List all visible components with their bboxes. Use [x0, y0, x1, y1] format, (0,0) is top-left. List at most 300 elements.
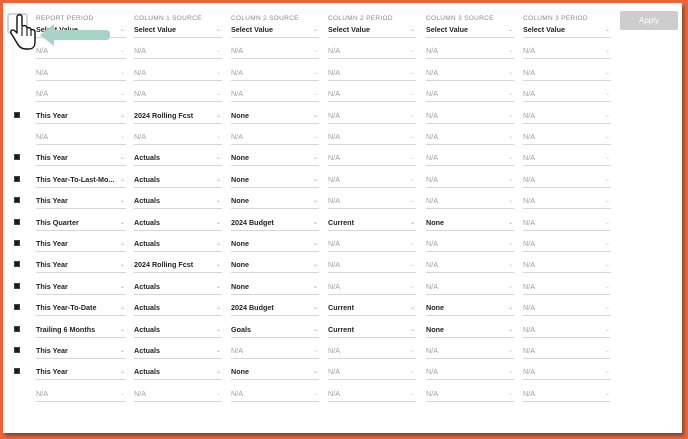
dropdown-value: Current	[328, 217, 354, 227]
dropdown-value: Select Value	[36, 25, 78, 34]
dropdown-value: N/A	[328, 367, 340, 377]
dropdown-value: N/A	[426, 174, 438, 184]
dropdown-select[interactable]	[523, 108, 611, 124]
chevron-down-icon: ⌄	[409, 111, 415, 119]
dropdown-value: N/A	[523, 89, 535, 99]
column-header: COLUMN 3 SOURCE	[426, 15, 494, 22]
dropdown-value: N/A	[523, 174, 535, 184]
column-header: COLUMN 2 PERIOD	[328, 15, 393, 22]
chevron-down-icon: ⌄	[604, 154, 610, 162]
dropdown-value: Actuals	[134, 217, 160, 227]
dropdown-value: N/A	[231, 346, 243, 355]
chevron-down-icon: ⌄	[409, 26, 415, 33]
chevron-down-icon: ⌄	[507, 240, 513, 247]
chevron-down-icon: ⌄	[507, 68, 513, 76]
chevron-down-icon: ⌄	[215, 68, 221, 76]
dropdown-select[interactable]	[231, 129, 319, 145]
dropdown-value: None	[231, 174, 249, 184]
dropdown-select[interactable]	[523, 86, 611, 102]
chevron-down-icon: ⌄	[409, 347, 415, 354]
dropdown-select[interactable]	[426, 300, 514, 316]
dropdown-select[interactable]	[328, 215, 416, 231]
dropdown-select[interactable]	[36, 236, 126, 252]
row-checkbox[interactable]	[14, 368, 20, 374]
dropdown-select[interactable]	[36, 65, 126, 81]
dropdown-select[interactable]	[328, 364, 416, 380]
chevron-down-icon: ⌄	[409, 368, 415, 376]
dropdown-value: None	[231, 260, 249, 270]
dropdown-value: 2024 Budget	[231, 217, 274, 227]
dropdown-value: N/A	[328, 89, 340, 99]
dropdown-select[interactable]	[36, 279, 126, 295]
dropdown-value: This Year	[36, 346, 68, 355]
chevron-down-icon: ⌄	[507, 133, 513, 140]
chevron-down-icon: ⌄	[507, 368, 513, 376]
dropdown-select[interactable]	[523, 22, 611, 38]
chevron-down-icon: ⌄	[312, 304, 318, 312]
row-checkbox[interactable]	[14, 261, 20, 267]
dropdown-value: 2024 Budget	[231, 303, 274, 313]
dropdown-select[interactable]	[523, 322, 611, 338]
chevron-down-icon: ⌄	[215, 197, 221, 205]
chevron-down-icon: ⌄	[409, 261, 415, 269]
dropdown-value: Goals	[231, 324, 251, 334]
config-row	[3, 343, 682, 364]
chevron-down-icon: ⌄	[215, 154, 221, 162]
chevron-down-icon: ⌄	[507, 282, 513, 290]
dropdown-value: N/A	[523, 46, 535, 56]
dropdown-select[interactable]	[134, 300, 222, 316]
row-checkbox[interactable]	[14, 326, 20, 332]
dropdown-select[interactable]	[134, 279, 222, 295]
dropdown-select[interactable]	[328, 172, 416, 188]
dropdown-select[interactable]	[426, 172, 514, 188]
config-row	[3, 193, 682, 214]
chevron-down-icon: ⌄	[507, 111, 513, 119]
dropdown-select[interactable]	[36, 322, 126, 338]
dropdown-select[interactable]	[231, 22, 319, 38]
chevron-down-icon: ⌄	[604, 26, 610, 33]
chevron-down-icon: ⌄	[409, 154, 415, 162]
chevron-down-icon: ⌄	[119, 90, 125, 98]
chevron-down-icon: ⌄	[312, 133, 318, 140]
column-header: COLUMN 1 SOURCE	[134, 15, 202, 22]
dropdown-select[interactable]	[231, 86, 319, 102]
dropdown-select[interactable]	[231, 257, 319, 273]
dropdown-value: None	[231, 196, 249, 206]
dropdown-select[interactable]	[328, 129, 416, 145]
dropdown-select[interactable]	[523, 129, 611, 145]
dropdown-select[interactable]	[36, 215, 126, 231]
chevron-down-icon: ⌄	[604, 261, 610, 269]
dropdown-value: Actuals	[134, 367, 160, 377]
dropdown-value: N/A	[426, 367, 438, 377]
dropdown-select[interactable]	[426, 65, 514, 81]
dropdown-value: 2024 Rolling Fcst	[134, 110, 194, 120]
row-checkbox[interactable]	[14, 283, 20, 289]
dropdown-select[interactable]	[134, 129, 222, 145]
dropdown-select[interactable]	[523, 386, 611, 402]
dropdown-select[interactable]	[36, 172, 126, 188]
dropdown-select[interactable]	[231, 215, 319, 231]
dropdown-select[interactable]	[523, 150, 611, 166]
dropdown-select[interactable]	[523, 65, 611, 81]
dropdown-value: N/A	[523, 67, 535, 77]
dropdown-value: N/A	[328, 67, 340, 77]
chevron-down-icon: ⌄	[604, 175, 610, 183]
dropdown-value: None	[231, 239, 249, 248]
dropdown-select[interactable]	[328, 257, 416, 273]
chevron-down-icon: ⌄	[119, 175, 125, 183]
dropdown-select[interactable]	[328, 343, 416, 359]
row-checkbox[interactable]	[14, 176, 20, 182]
dropdown-select[interactable]	[231, 150, 319, 166]
dropdown-select[interactable]	[426, 108, 514, 124]
dropdown-select[interactable]	[134, 43, 222, 59]
dropdown-value: This Year-To-Date	[36, 303, 97, 313]
dropdown-value: N/A	[134, 388, 146, 398]
chevron-down-icon: ⌄	[312, 368, 318, 376]
dropdown-value: N/A	[426, 132, 438, 141]
dropdown-select[interactable]	[426, 129, 514, 145]
dropdown-value: N/A	[36, 46, 48, 56]
dropdown-select[interactable]	[523, 215, 611, 231]
dropdown-value: Select Value	[523, 25, 565, 34]
dropdown-select[interactable]	[134, 86, 222, 102]
chevron-down-icon: ⌄	[604, 304, 610, 312]
dropdown-select[interactable]	[134, 257, 222, 273]
chevron-down-icon: ⌄	[507, 304, 513, 312]
column-header: COLUMN 3 PERIOD	[523, 15, 588, 22]
dropdown-value: Actuals	[134, 239, 160, 248]
dropdown-select[interactable]	[134, 193, 222, 209]
dropdown-value: Current	[328, 303, 354, 313]
apply-button[interactable]: Apply	[620, 11, 678, 30]
dropdown-value: N/A	[426, 67, 438, 77]
dropdown-value: N/A	[134, 132, 146, 141]
dropdown-select[interactable]	[231, 300, 319, 316]
chevron-down-icon: ⌄	[215, 347, 221, 354]
dropdown-value: N/A	[328, 132, 340, 141]
dropdown-value: N/A	[523, 110, 535, 120]
dropdown-select[interactable]	[231, 43, 319, 59]
dropdown-select[interactable]	[36, 193, 126, 209]
chevron-down-icon: ⌄	[312, 154, 318, 162]
dropdown-select[interactable]	[231, 236, 319, 252]
chevron-down-icon: ⌄	[409, 175, 415, 183]
dropdown-select[interactable]	[134, 22, 222, 38]
dropdown-select[interactable]	[134, 322, 222, 338]
chevron-down-icon: ⌄	[119, 368, 125, 376]
dropdown-select[interactable]	[426, 386, 514, 402]
config-row	[3, 279, 682, 300]
dropdown-value: N/A	[231, 132, 243, 141]
chevron-down-icon: ⌄	[215, 218, 221, 226]
arrow-left-icon	[40, 24, 110, 46]
chevron-down-icon: ⌄	[119, 133, 125, 140]
dropdown-value: N/A	[426, 153, 438, 163]
row-checkbox[interactable]	[14, 240, 20, 246]
dropdown-select[interactable]	[36, 343, 126, 359]
dropdown-select[interactable]	[231, 279, 319, 295]
dropdown-select[interactable]	[328, 150, 416, 166]
row-checkbox[interactable]	[14, 197, 20, 203]
config-row	[3, 236, 682, 257]
chevron-down-icon: ⌄	[604, 389, 610, 397]
dropdown-select[interactable]	[328, 193, 416, 209]
config-row	[3, 65, 682, 86]
dropdown-value: N/A	[523, 153, 535, 163]
chevron-down-icon: ⌄	[507, 389, 513, 397]
hand-pointer-icon	[6, 5, 36, 51]
dropdown-value: N/A	[36, 89, 48, 99]
dropdown-select[interactable]	[523, 172, 611, 188]
chevron-down-icon: ⌄	[409, 197, 415, 205]
dropdown-select[interactable]	[36, 386, 126, 402]
chevron-down-icon: ⌄	[312, 240, 318, 247]
chevron-down-icon: ⌄	[312, 175, 318, 183]
chevron-down-icon: ⌄	[119, 47, 125, 55]
chevron-down-icon: ⌄	[119, 261, 125, 269]
dropdown-select[interactable]	[134, 215, 222, 231]
config-row	[3, 129, 682, 150]
config-row	[3, 215, 682, 236]
dropdown-select[interactable]	[134, 65, 222, 81]
dropdown-value: None	[231, 153, 249, 163]
dropdown-value: None	[426, 217, 444, 227]
dropdown-value: N/A	[523, 346, 535, 355]
chevron-down-icon: ⌄	[119, 389, 125, 397]
chevron-down-icon: ⌄	[119, 111, 125, 119]
config-row	[3, 386, 682, 407]
dropdown-select[interactable]	[523, 364, 611, 380]
dropdown-select[interactable]	[231, 172, 319, 188]
dropdown-select[interactable]	[36, 300, 126, 316]
dropdown-select[interactable]	[426, 86, 514, 102]
dropdown-select[interactable]	[426, 364, 514, 380]
chevron-down-icon: ⌄	[119, 197, 125, 205]
dropdown-value: None	[231, 110, 249, 120]
dropdown-value: Trailing 6 Months	[36, 324, 96, 334]
dropdown-select[interactable]	[523, 43, 611, 59]
dropdown-value: N/A	[426, 260, 438, 270]
chevron-down-icon: ⌄	[119, 154, 125, 162]
dropdown-select[interactable]	[134, 343, 222, 359]
dropdown-value: N/A	[134, 67, 146, 77]
chevron-down-icon: ⌄	[604, 347, 610, 354]
chevron-down-icon: ⌄	[409, 68, 415, 76]
config-row	[3, 172, 682, 193]
dropdown-select[interactable]	[134, 364, 222, 380]
dropdown-value: N/A	[328, 239, 340, 248]
dropdown-value: N/A	[426, 239, 438, 248]
dropdown-select[interactable]	[36, 86, 126, 102]
chevron-down-icon: ⌄	[604, 68, 610, 76]
dropdown-select[interactable]	[231, 65, 319, 81]
dropdown-value: N/A	[523, 367, 535, 377]
dropdown-select[interactable]	[36, 129, 126, 145]
dropdown-value: Current	[328, 324, 354, 334]
dropdown-select[interactable]	[134, 386, 222, 402]
dropdown-select[interactable]	[328, 43, 416, 59]
dropdown-value: 2024 Rolling Fcst	[134, 260, 194, 270]
dropdown-select[interactable]	[523, 343, 611, 359]
dropdown-select[interactable]	[328, 386, 416, 402]
dropdown-select[interactable]	[426, 150, 514, 166]
dropdown-value: N/A	[523, 239, 535, 248]
dropdown-value: N/A	[523, 303, 535, 313]
dropdown-select[interactable]	[134, 172, 222, 188]
dropdown-select[interactable]	[426, 43, 514, 59]
chevron-down-icon: ⌄	[507, 90, 513, 98]
dropdown-select[interactable]	[426, 215, 514, 231]
dropdown-value: N/A	[328, 281, 340, 291]
dropdown-select[interactable]	[426, 322, 514, 338]
chevron-down-icon: ⌄	[119, 304, 125, 312]
chevron-down-icon: ⌄	[215, 133, 221, 140]
dropdown-select[interactable]	[426, 22, 514, 38]
dropdown-value: Actuals	[134, 346, 160, 355]
chevron-down-icon: ⌄	[507, 347, 513, 354]
chevron-down-icon: ⌄	[604, 133, 610, 140]
dropdown-select[interactable]	[328, 300, 416, 316]
dropdown-select[interactable]	[134, 150, 222, 166]
dropdown-value: N/A	[328, 110, 340, 120]
dropdown-value: Actuals	[134, 196, 160, 206]
row-checkbox[interactable]	[14, 112, 20, 118]
dropdown-select[interactable]	[523, 279, 611, 295]
dropdown-value: Select Value	[426, 25, 468, 34]
dropdown-select[interactable]	[426, 257, 514, 273]
chevron-down-icon: ⌄	[215, 261, 221, 269]
chevron-down-icon: ⌄	[604, 111, 610, 119]
dropdown-select[interactable]	[231, 193, 319, 209]
dropdown-value: N/A	[231, 67, 243, 77]
dropdown-select[interactable]	[231, 386, 319, 402]
chevron-down-icon: ⌄	[312, 90, 318, 98]
dropdown-select[interactable]	[328, 279, 416, 295]
dropdown-select[interactable]	[134, 236, 222, 252]
dropdown-select[interactable]	[426, 279, 514, 295]
dropdown-select[interactable]	[328, 236, 416, 252]
chevron-down-icon: ⌄	[409, 389, 415, 397]
dropdown-select[interactable]	[426, 236, 514, 252]
dropdown-select[interactable]	[328, 86, 416, 102]
dropdown-value: This Year	[36, 110, 68, 120]
chevron-down-icon: ⌄	[409, 282, 415, 290]
chevron-down-icon: ⌄	[507, 154, 513, 162]
dropdown-select[interactable]	[426, 193, 514, 209]
chevron-down-icon: ⌄	[409, 304, 415, 312]
chevron-down-icon: ⌄	[507, 47, 513, 55]
dropdown-value: N/A	[523, 132, 535, 141]
dropdown-select[interactable]	[328, 322, 416, 338]
chevron-down-icon: ⌄	[507, 261, 513, 269]
dropdown-select[interactable]	[231, 108, 319, 124]
dropdown-value: N/A	[328, 174, 340, 184]
row-checkbox[interactable]	[14, 219, 20, 225]
chevron-down-icon: ⌄	[119, 282, 125, 290]
dropdown-value: Select Value	[328, 25, 370, 34]
dropdown-value: N/A	[231, 46, 243, 56]
chevron-down-icon: ⌄	[119, 325, 125, 333]
row-checkbox[interactable]	[14, 154, 20, 160]
chevron-down-icon: ⌄	[604, 197, 610, 205]
dropdown-select[interactable]	[328, 65, 416, 81]
dropdown-select[interactable]	[328, 108, 416, 124]
dropdown-value: N/A	[328, 153, 340, 163]
dropdown-value: N/A	[36, 67, 48, 77]
dropdown-value: N/A	[523, 281, 535, 291]
dropdown-select[interactable]	[36, 150, 126, 166]
dropdown-select[interactable]	[523, 236, 611, 252]
dropdown-value: This Quarter	[36, 217, 79, 227]
column-header: COLUMN 2 SOURCE	[231, 15, 299, 22]
dropdown-value: Actuals	[134, 174, 160, 184]
row-checkbox[interactable]	[14, 347, 20, 353]
config-row	[3, 150, 682, 171]
chevron-down-icon: ⌄	[215, 304, 221, 312]
dropdown-select[interactable]	[36, 257, 126, 273]
chevron-down-icon: ⌄	[604, 282, 610, 290]
dropdown-select[interactable]	[134, 108, 222, 124]
config-row	[3, 257, 682, 278]
dropdown-value: None	[426, 324, 444, 334]
chevron-down-icon: ⌄	[312, 261, 318, 269]
chevron-down-icon: ⌄	[604, 240, 610, 247]
chevron-down-icon: ⌄	[604, 90, 610, 98]
chevron-down-icon: ⌄	[215, 90, 221, 98]
dropdown-value: N/A	[426, 46, 438, 56]
dropdown-value: N/A	[523, 217, 535, 227]
dropdown-value: N/A	[426, 346, 438, 355]
dropdown-select[interactable]	[231, 343, 319, 359]
dropdown-value: N/A	[426, 281, 438, 291]
chevron-down-icon: ⌄	[312, 218, 318, 226]
config-row	[3, 43, 682, 64]
chevron-down-icon: ⌄	[312, 111, 318, 119]
dropdown-select[interactable]	[523, 257, 611, 273]
dropdown-value: This Year	[36, 153, 68, 163]
chevron-down-icon: ⌄	[215, 47, 221, 55]
dropdown-select[interactable]	[231, 364, 319, 380]
dropdown-value: N/A	[36, 132, 48, 141]
chevron-down-icon: ⌄	[215, 240, 221, 247]
dropdown-select[interactable]	[426, 343, 514, 359]
chevron-down-icon: ⌄	[507, 175, 513, 183]
dropdown-select[interactable]	[36, 364, 126, 380]
chevron-down-icon: ⌄	[119, 26, 125, 33]
chevron-down-icon: ⌄	[215, 368, 221, 376]
chevron-down-icon: ⌄	[312, 68, 318, 76]
dropdown-select[interactable]	[36, 108, 126, 124]
config-row	[3, 300, 682, 321]
chevron-down-icon: ⌄	[119, 68, 125, 76]
row-checkbox[interactable]	[14, 304, 20, 310]
dropdown-select[interactable]	[231, 322, 319, 338]
dropdown-value: N/A	[426, 196, 438, 206]
dropdown-select[interactable]	[328, 22, 416, 38]
config-row	[3, 364, 682, 385]
chevron-down-icon: ⌄	[409, 325, 415, 333]
dropdown-value: Select Value	[134, 25, 176, 34]
chevron-down-icon: ⌄	[409, 218, 415, 226]
dropdown-select[interactable]	[523, 300, 611, 316]
chevron-down-icon: ⌄	[604, 325, 610, 333]
config-row	[3, 322, 682, 343]
dropdown-select[interactable]	[523, 193, 611, 209]
chevron-down-icon: ⌄	[507, 197, 513, 205]
